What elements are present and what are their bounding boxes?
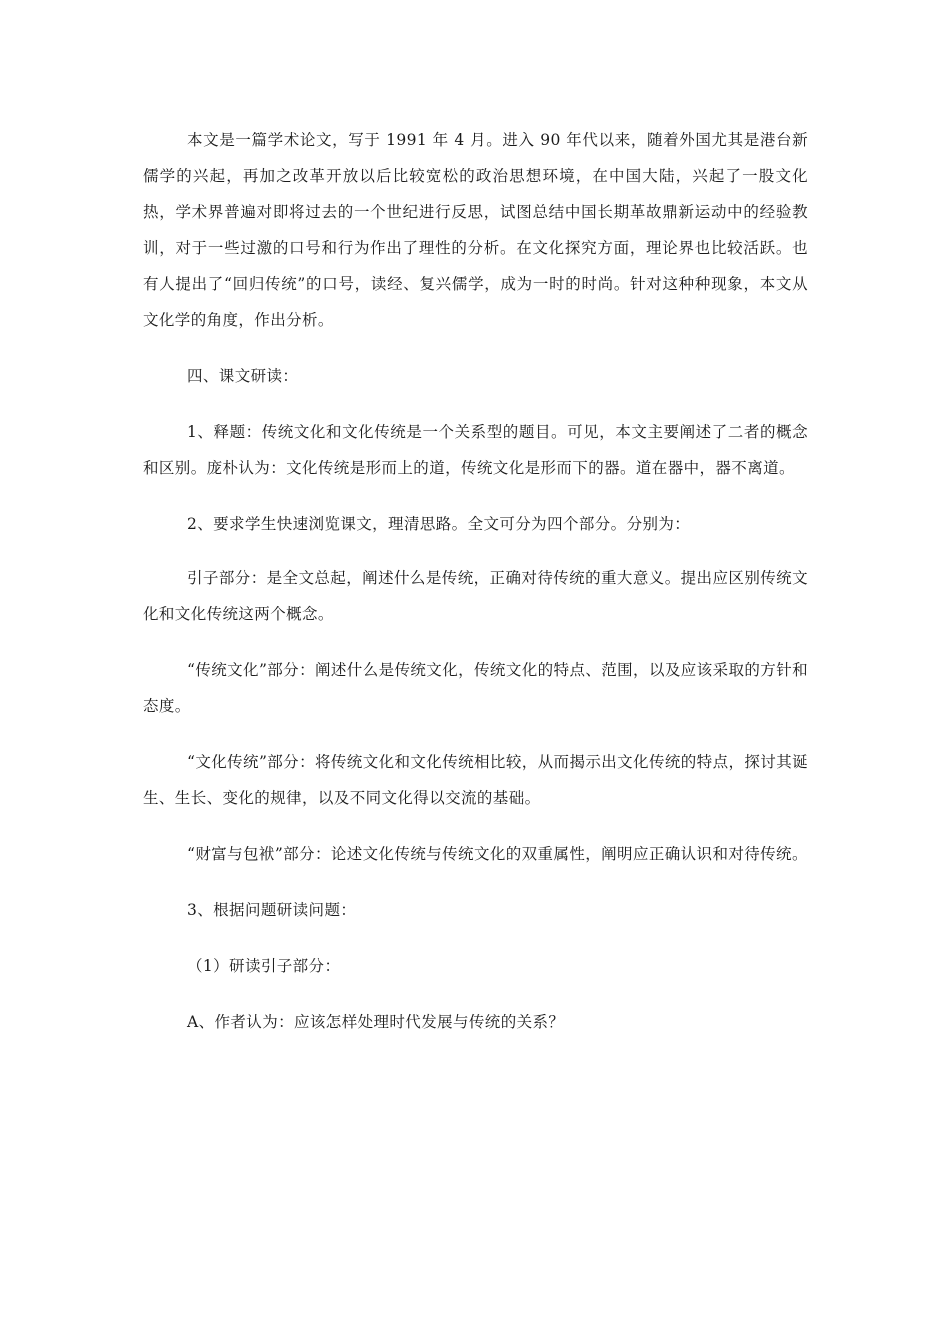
paragraph-study-questions: 3、根据问题研读问题： (187, 901, 357, 919)
document-body (143, 122, 808, 1040)
paragraph-intro: 本文是一篇学术论文，写于 1991 年 4 月。进入 90 年代以来，随着外国尤其是港台新儒学的兴起，再加之改革开放以后比较宽松的政治思想环境，在中国大陆，兴起了一股文化热，学术界普遍对即将过去的一个世纪进行反思，试图总结中国长期革故鼎新运动中的经验教训，对于一些过激的口号和行为作出了理性的分析。在文化探究方面，理论界也比较活跃。也有人提出了“回归传统”的口号，读经、复兴儒学，成为一时的时尚。针对这种种现象，本文从文化学的角度，作出分析。 (143, 131, 808, 329)
paragraph-part-intro: 引子部分：是全文总起，阐述什么是传统，正确对待传统的重大意义。提出应区别传统文化和文化传统这两个概念。 (143, 569, 808, 623)
section-heading-text-study: 四、课文研读： (187, 367, 299, 385)
paragraph-study-intro-part: （1）研读引子部分： (187, 957, 341, 975)
paragraph-part-cultural-tradition: “文化传统”部分：将传统文化和文化传统相比较，从而揭示出文化传统的特点，探讨其诞生、生长、变化的规律，以及不同文化得以交流的基础。 (143, 753, 808, 807)
paragraph-part-traditional-culture: “传统文化”部分：阐述什么是传统文化，传统文化的特点、范围，以及应该采取的方针和态度。 (143, 661, 808, 715)
paragraph-part-wealth-burden: “财富与包袱”部分：论述文化传统与传统文化的双重属性，阐明应正确认识和对待传统。 (187, 845, 808, 863)
paragraph-structure-overview: 2、要求学生快速浏览课文，理清思路。全文可分为四个部分。分别为： (187, 515, 691, 533)
paragraph-question-a: A、作者认为：应该怎样处理时代发展与传统的关系？ (187, 1013, 565, 1031)
paragraph-title-explanation: 1、释题：传统文化和文化传统是一个关系型的题目。可见，本文主要阐述了二者的概念和区别。庞朴认为：文化传统是形而上的道，传统文化是形而下的器。道在器中，器不离道。 (143, 423, 808, 477)
